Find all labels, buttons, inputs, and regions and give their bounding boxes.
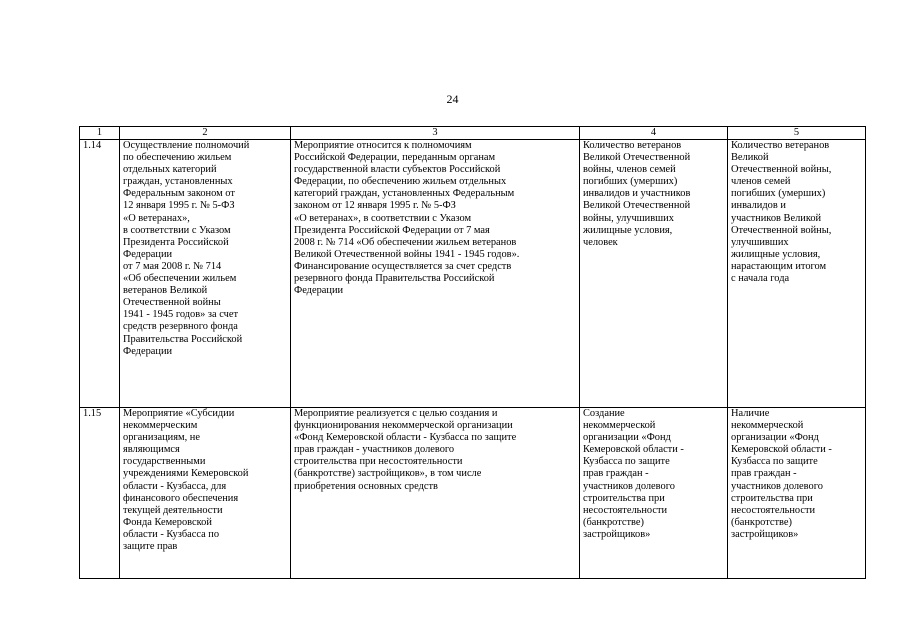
measure-description-cell: Мероприятие относится к полномочиям Российской Федерации, переданным органам государственной власти субъектов Российской Федерации, по обеспечению жильем отдельных категорий граждан, установленных Федеральным законом от 12 января 1995 г. № 5-ФЗ «О ветеранах», в соответствии с Указом Президента Российской Федерации от 7 мая 2008 г. № 714 «Об обеспечении жильем ветеранов Великой Отечественной войны 1941 - 1945 годов». Финансирование осуществляется за счет средств резервного фонда Правительства Российской Федерации — [291, 140, 580, 408]
calculation-cell: Количество ветеранов Великой Отечественной войны, членов семей погибших (умерших) инвалидов и участников Великой Отечественной войны, улучшивших жилищные условия, нарастающим итогом с начала года — [728, 140, 866, 408]
measure-name-cell: Мероприятие «Субсидии некоммерческим организациям, не являющимся государственными учреждениями Кемеровской области - Кузбасса, для финансового обеспечения текущей деятельности Фонда Кемеровской области - Кузбасса по защите прав — [120, 408, 291, 579]
row-number: 1.14 — [80, 140, 120, 408]
header-cell-4: 4 — [580, 127, 728, 140]
header-cell-1: 1 — [80, 127, 120, 140]
measure-name-cell: Осуществление полномочий по обеспечению жильем отдельных категорий граждан, установленных Федеральным законом от 12 января 1995 г. № 5-ФЗ «О ветеранах», в соответствии с Указом Президента Российской Федерации от 7 мая 2008 г. № 714 «Об обеспечении жильем ветеранов Великой Отечественной войны 1941 - 1945 годов» за счет средств резервного фонда Правительства Российской Федерации — [120, 140, 291, 408]
measure-description-cell: Мероприятие реализуется с целью создания и функционирования некоммерческой организации «Фонд Кемеровской области - Кузбасса по защите прав граждан - участников долевого строительства при несостоятельности (банкротстве) застройщиков», в том числе приобретения основных средств — [291, 408, 580, 579]
document-table — [79, 126, 866, 579]
header-cell-3: 3 — [291, 127, 580, 140]
header-row — [80, 127, 866, 140]
table-row-1-14 — [80, 140, 866, 408]
calculation-cell: Наличие некоммерческой организации «Фонд Кемеровской области - Кузбасса по защите прав граждан - участников долевого строительства при несостоятельности (банкротстве) застройщиков» — [728, 408, 866, 579]
header-cell-5: 5 — [728, 127, 866, 140]
row-number: 1.15 — [80, 408, 120, 579]
table-row-1-15 — [80, 408, 866, 579]
page-number: 24 — [446, 92, 459, 106]
header-cell-2: 2 — [120, 127, 291, 140]
indicator-cell: Количество ветеранов Великой Отечественной войны, членов семей погибших (умерших) инвалидов и участников Великой Отечественной войны, улучшивших жилищные условия, человек — [580, 140, 728, 408]
indicator-cell: Создание некоммерческой организации «Фонд Кемеровской области - Кузбасса по защите прав граждан - участников долевого строительства при несостоятельности (банкротстве) застройщиков» — [580, 408, 728, 579]
